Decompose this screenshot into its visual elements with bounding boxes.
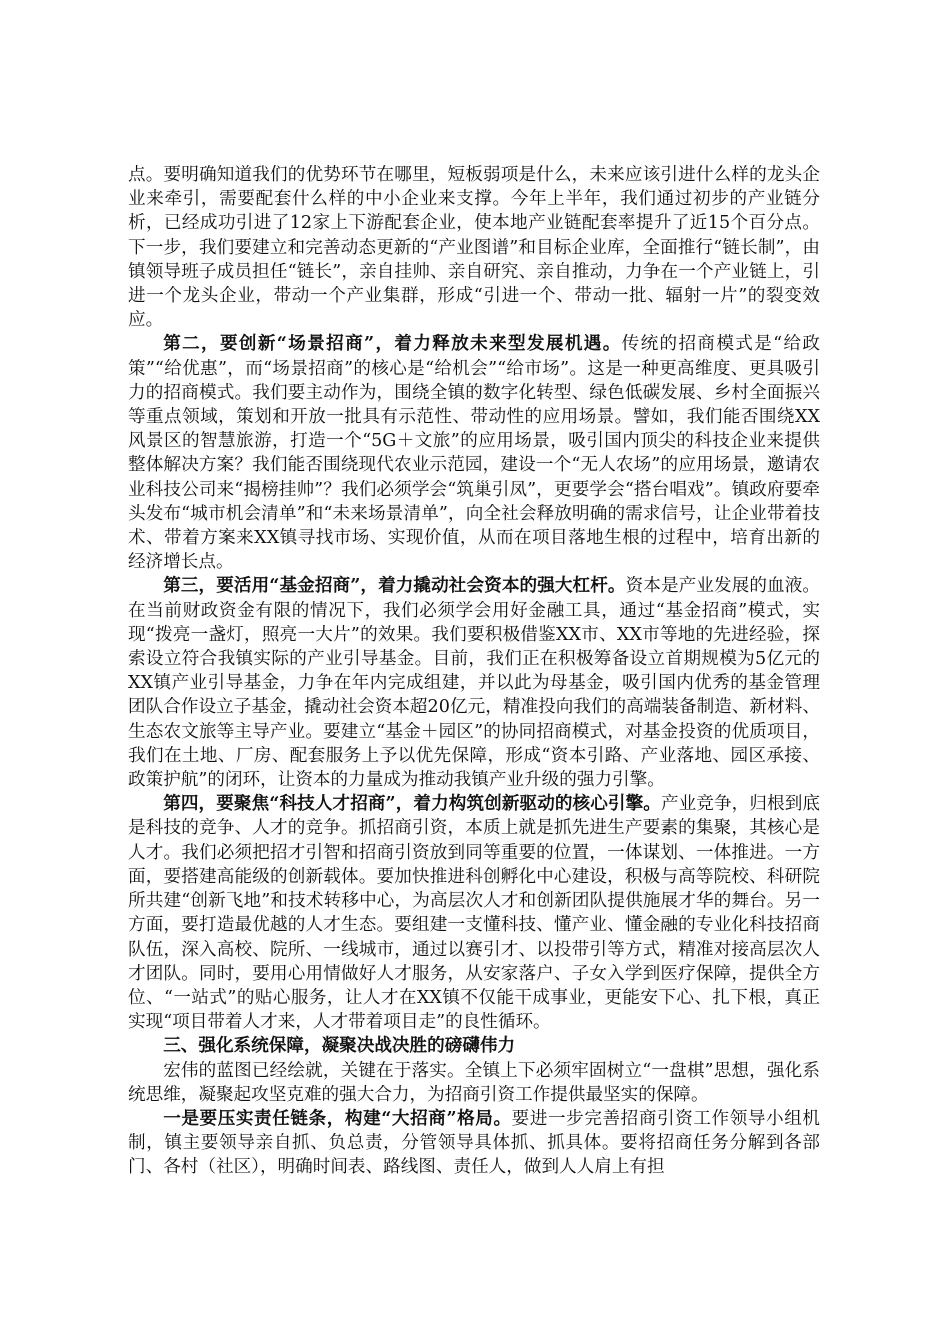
paragraph-lead: 一是要压实责任链条，构建“大招商”格局。: [163, 1107, 512, 1129]
paragraph-fund-investment: [128, 574, 820, 792]
paragraph-responsibility-chain: [128, 1107, 820, 1180]
paragraph-lead: 第四，要聚焦“科技人才招商”，着力构筑创新驱动的核心引擎。: [163, 793, 661, 815]
paragraph-text: 资本是产业发展的血液。在当前财政资金有限的情况下，我们必须学会用好金融工具，通过“基金招商”模式，实现“拨亮一盏灯，照亮一大片”的效果。我们要积极借鉴XX市、XX市等地的先进经验，探索设立符合我镇实际的产业引导基金。目前，我们正在积极筹备设立首期规模为5亿元的XX镇产业引导基金，力争在年内完成组建，并以此为母基金，吸引国内优秀的基金管理团队合作设立子基金，撬动社会资本超20亿元，精准投向我们的高端装备制造、新材料、生态农文旅等主导产业。要建立“基金＋园区”的协同招商模式，对基金投资的优质项目，我们在土地、厂房、配套服务上予以优先保障，形成“资本引路、产业落地、园区承接、政策护航”的闭环，让资本的力量成为推动我镇产业升级的强力引擎。: [128, 576, 820, 791]
paragraph-lead: 第二，要创新“场景招商”，着力释放未来型发展机遇。: [163, 333, 622, 355]
paragraph-text: 点。要明确知道我们的优势环节在哪里，短板弱项是什么，未来应该引进什么样的龙头企业来牵引，需要配套什么样的中小企业来支撑。今年上半年，我们通过初步的产业链分析，已经成功引进了12家上下游配套企业，使本地产业链配套率提升了近15个百分点。下一步，我们要建立和完善动态更新的“产业图谱”和目标企业库，全面推行“链长制”，由镇领导班子成员担任“链长”，亲自挂帅、亲自研究、亲自推动，力争在一个产业链上，引进一个龙头企业，带动一个产业集群，形成“引进一个、带动一批、辐射一片”的裂变效应。: [128, 165, 820, 331]
paragraph-text: 产业竞争，归根到底是科技的竞争、人才的竞争。抓招商引资，本质上就是抓先进生产要素的集聚，其核心是人才。我们必须把招才引智和招商引资放到同等重要的位置，一体谋划、一体推进。一方面，要搭建高能级的创新载体。要加快推进科创孵化中心建设，积极与高等院校、科研院所共建“创新飞地”和技术转移中心，为高层次人才和创新团队提供施展才华的舞台。另一方面，要打造最优越的人才生态。要组建一支懂科技、懂产业、懂金融的专业化科技招商队伍，深入高校、院所、一线城市，通过以赛引才、以投带引等方式，精准对接高层次人才团队。同时，要用心用情做好人才服务，从安家落户、子女入学到医疗保障，提供全方位、“一站式”的贴心服务，让人才在XX镇不仅能干成事业，更能安下心、扎下根，真正实现“项目带着人才来，人才带着项目走”的良性循环。: [128, 794, 820, 1033]
paragraph-continuation: [128, 163, 820, 332]
section-intro: 宏伟的蓝图已经绘就，关键在于落实。全镇上下必须牢固树立“一盘棋”思想，强化系统思维，凝聚起攻坚克难的强大合力，为招商引资工作提供最坚实的保障。: [128, 1060, 820, 1105]
document-page: [128, 163, 820, 1180]
paragraph-scene-investment: [128, 332, 820, 574]
paragraph-text: 要进一步完善招商引资工作领导小组机制，镇主要领导亲自抓、负总责，分管领导具体抓、抓具体。要将招商任务分解到各部门、各村（社区），明确时间表、路线图、责任人，做到人人肩上有担: [128, 1108, 820, 1178]
paragraph-text: 传统的招商模式是“给政策”“给优惠”，而“场景招商”的核心是“给机会”“给市场”。这是一种更高维度、更具吸引力的招商模式。我们要主动作为，围绕全镇的数字化转型、绿色低碳发展、乡村全面振兴等重点领域，策划和开放一批具有示范性、带动性的应用场景。譬如，我们能否围绕XX风景区的智慧旅游，打造一个“5G＋文旅”的应用场景，吸引国内顶尖的科技企业来提供整体解决方案？我们能否围绕现代农业示范园，建设一个“无人农场”的应用场景，邀请农业科技公司来“揭榜挂帅”？我们必须学会“筑巢引凤”，更要学会“搭台唱戏”。镇政府要牵头发布“城市机会清单”和“未来场景清单”，向全社会释放明确的需求信号，让企业带着技术、带着方案来XX镇寻找市场、实现价值，从而在项目落地生根的过程中，培育出新的经济增长点。: [128, 334, 820, 573]
paragraph-talent-investment: [128, 792, 820, 1034]
paragraph-lead: 第三，要活用“基金招商”，着力撬动社会资本的强大杠杆。: [163, 575, 626, 597]
section-heading: 三、强化系统保障，凝聚决战决胜的磅礴伟力: [163, 1035, 516, 1057]
